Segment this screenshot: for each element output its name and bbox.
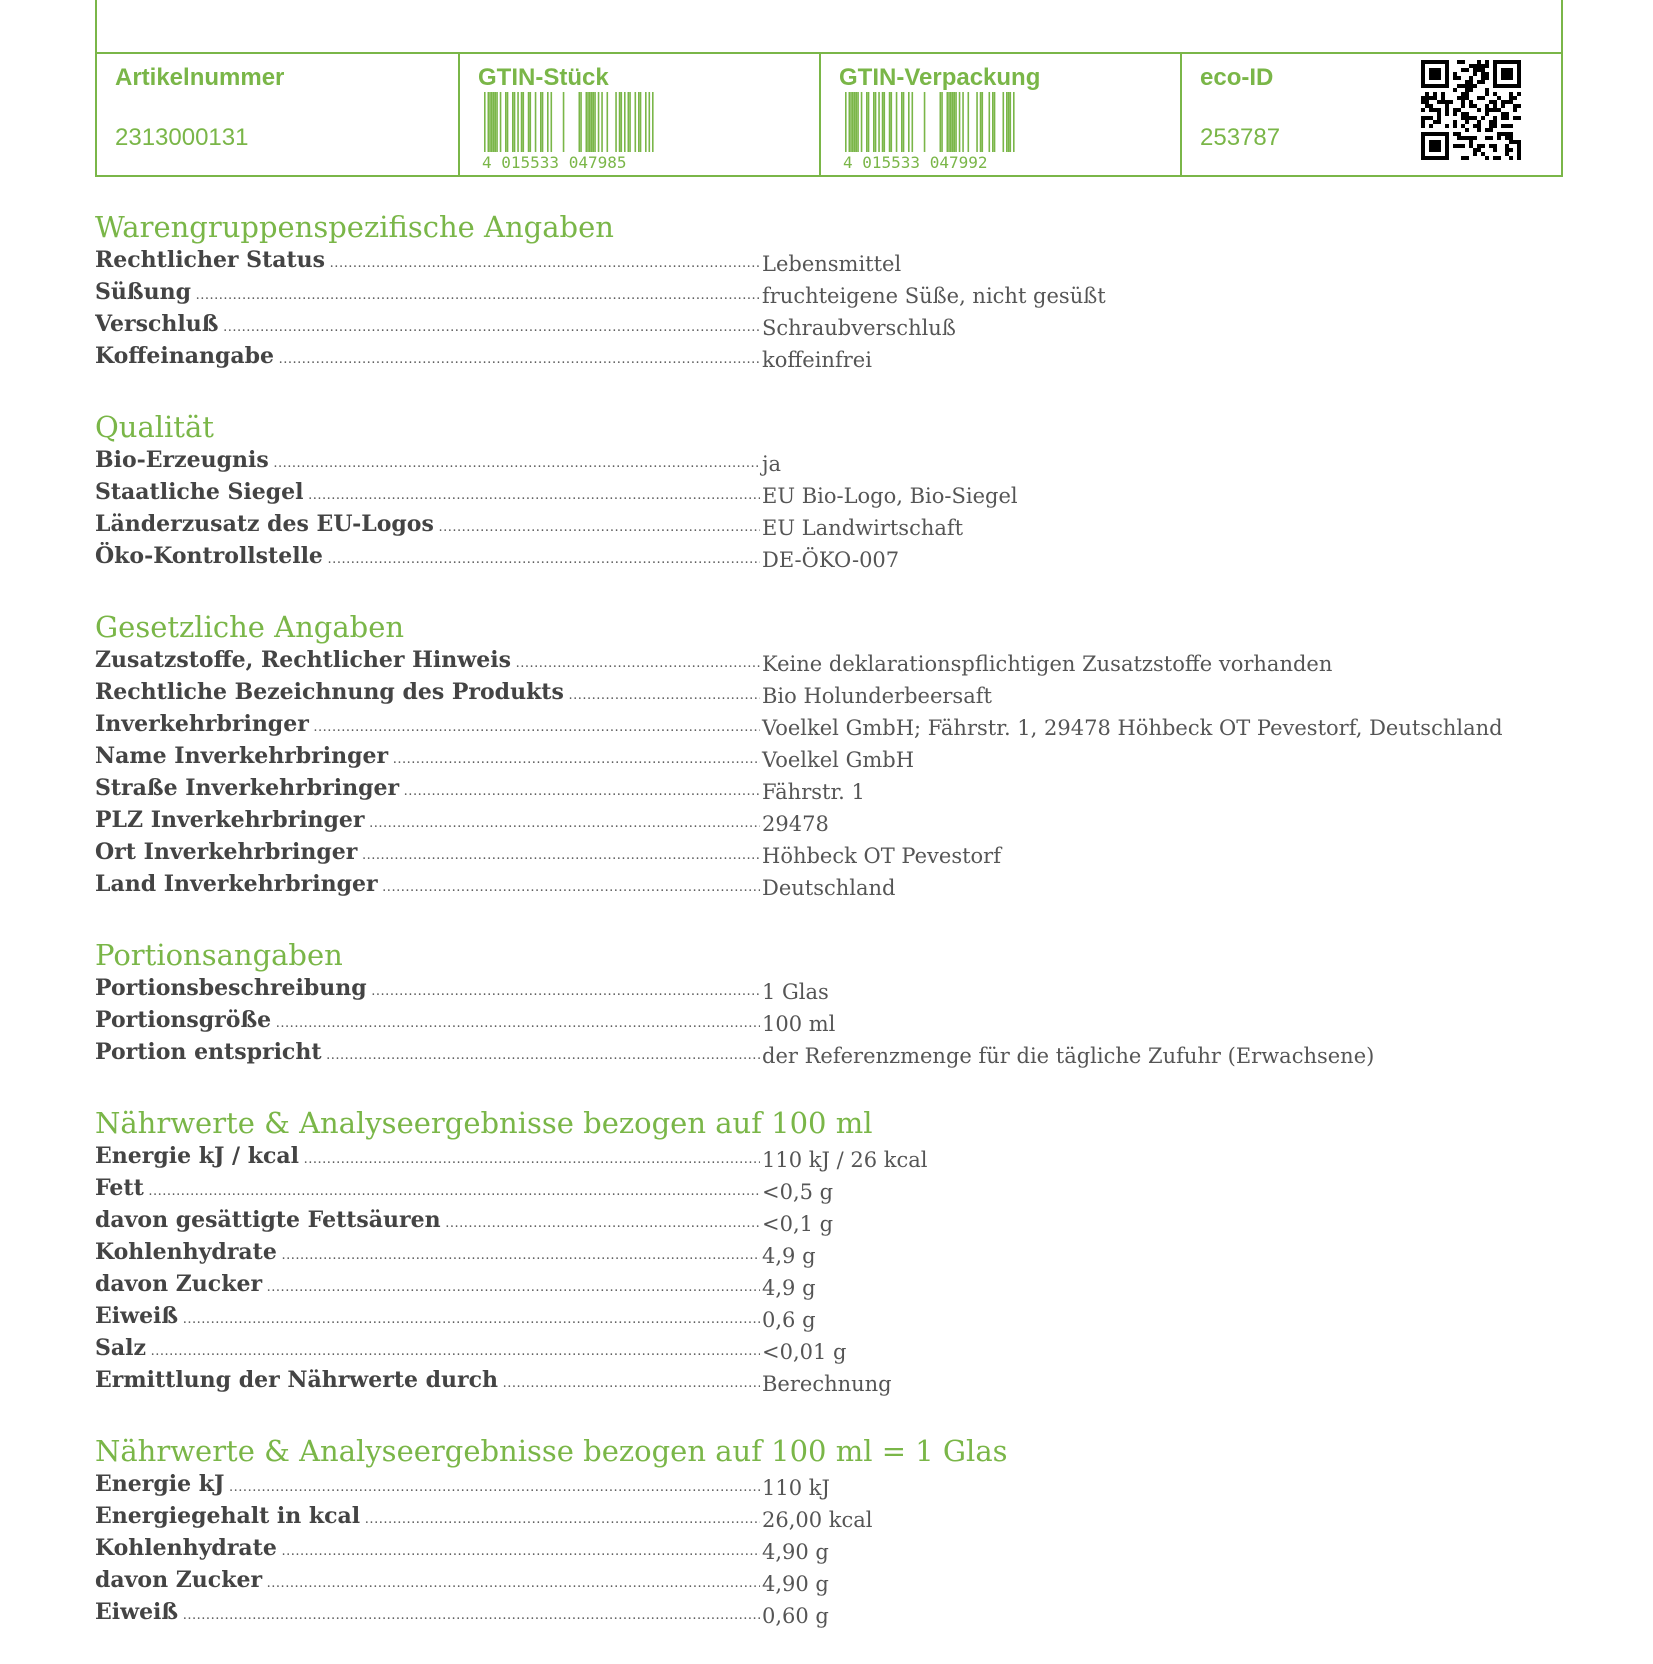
spec-label: Eiweiß ..... — [95, 1598, 760, 1626]
spec-value: DE-ÖKO-007 — [762, 548, 900, 572]
artikelnummer-label: Artikelnummer — [115, 64, 285, 91]
spec-value: Voelkel GmbH; Fährstr. 1, 29478 Höhbeck OT Pevestorf, Deutschland — [762, 716, 1503, 740]
spec-label: Kohlenhydrate ..... — [95, 1238, 760, 1266]
spec-label: Öko-Kontrollstelle ..... — [95, 542, 760, 570]
spec-row — [95, 806, 1565, 838]
spec-value: Keine deklarationspflichtigen Zusatzstoffe vorhanden — [762, 652, 1333, 676]
spec-row — [95, 646, 1565, 678]
spec-row — [95, 1038, 1565, 1070]
spec-value: <0,01 g — [762, 1340, 847, 1364]
spec-row — [95, 678, 1565, 710]
spec-value: 100 ml — [762, 1012, 836, 1036]
spec-value: Schraubverschluß — [762, 316, 956, 340]
spec-value: Voelkel GmbH — [762, 748, 915, 772]
spec-label: Portionsgröße ..... — [95, 1006, 760, 1034]
section — [95, 1432, 1565, 1630]
spec-value: 26,00 kcal — [762, 1508, 873, 1532]
spec-value: <0,1 g — [762, 1212, 834, 1236]
spec-row — [95, 1206, 1565, 1238]
artikelnummer-cell — [97, 54, 458, 175]
section — [95, 936, 1565, 1070]
spec-value: Höhbeck OT Pevestorf — [762, 844, 1001, 868]
spec-value: 4,90 g — [762, 1540, 829, 1564]
spec-label: Name Inverkehrbringer ..... — [95, 742, 760, 770]
spec-row — [95, 710, 1565, 742]
spec-label: Energiegehalt in kcal ..... — [95, 1502, 760, 1530]
spec-label: Kohlenhydrate ..... — [95, 1534, 760, 1562]
spec-row — [95, 1598, 1565, 1630]
spec-value: 110 kJ — [762, 1476, 830, 1500]
spec-label: Inverkehrbringer ..... — [95, 710, 760, 738]
spec-label: Rechtlicher Status ..... — [95, 246, 760, 274]
spec-label: Koffeinangabe ..... — [95, 342, 760, 370]
spec-value: der Referenzmenge für die tägliche Zufuhr (Erwachsene) — [762, 1044, 1375, 1068]
spec-label: Länderzusatz des EU-Logos ..... — [95, 510, 760, 538]
section-title: Nährwerte & Analyseergebnisse bezogen auf 100 ml = 1 Glas — [95, 1434, 1008, 1468]
spec-label: davon Zucker ..... — [95, 1566, 760, 1594]
section — [95, 608, 1565, 902]
spec-value: 4,90 g — [762, 1572, 829, 1596]
spec-label: Fett ..... — [95, 1174, 760, 1202]
spec-label: Verschluß ..... — [95, 310, 760, 338]
spec-row — [95, 1142, 1565, 1174]
spec-value: Bio Holunderbeersaft — [762, 684, 992, 708]
section-title: Qualität — [95, 410, 214, 444]
spec-row — [95, 1334, 1565, 1366]
spec-label: Energie kJ ..... — [95, 1470, 760, 1498]
spec-row — [95, 870, 1565, 902]
spec-value: 110 kJ / 26 kcal — [762, 1148, 928, 1172]
spec-row — [95, 1366, 1565, 1398]
spec-row — [95, 510, 1565, 542]
spec-label: Portionsbeschreibung ..... — [95, 974, 760, 1002]
gtin-stueck-cell — [458, 54, 819, 175]
section — [95, 408, 1565, 574]
product-identifiers-row — [97, 52, 1561, 175]
spec-label: Staatliche Siegel ..... — [95, 478, 760, 506]
spec-row — [95, 542, 1565, 574]
spec-row — [95, 974, 1565, 1006]
spec-label: Land Inverkehrbringer ..... — [95, 870, 760, 898]
spec-row — [95, 1566, 1565, 1598]
spec-value: 4,9 g — [762, 1276, 816, 1300]
section-title: Gesetzliche Angaben — [95, 610, 405, 644]
section — [95, 208, 1565, 374]
spec-row — [95, 1470, 1565, 1502]
spec-row — [95, 742, 1565, 774]
section-title: Nährwerte & Analyseergebnisse bezogen auf 100 ml — [95, 1106, 873, 1140]
section-title: Warengruppenspezifische Angaben — [95, 210, 614, 244]
spec-label: Ermittlung der Nährwerte durch ..... — [95, 1366, 760, 1394]
spec-row — [95, 838, 1565, 870]
spec-value: Berechnung — [762, 1372, 892, 1396]
qr-code-icon — [1421, 60, 1521, 160]
spec-value: ja — [762, 452, 782, 476]
product-header-box — [95, 0, 1563, 177]
spec-value: Fährstr. 1 — [762, 780, 865, 804]
spec-row — [95, 1270, 1565, 1302]
spec-row — [95, 310, 1565, 342]
spec-row — [95, 1174, 1565, 1206]
eco-id-label: eco-ID — [1200, 64, 1274, 91]
spec-label: Zusatzstoffe, Rechtlicher Hinweis ..... — [95, 646, 760, 674]
artikelnummer-value: 2313000131 — [115, 124, 249, 151]
gtin-stueck-barcode — [482, 92, 662, 170]
gtin-verpackung-barcode — [843, 92, 1023, 170]
gtin-verpackung-cell — [819, 54, 1180, 175]
spec-row — [95, 246, 1565, 278]
spec-label: PLZ Inverkehrbringer ..... — [95, 806, 760, 834]
spec-value: Lebensmittel — [762, 252, 902, 276]
spec-row — [95, 1302, 1565, 1334]
spec-value: fruchteigene Süße, nicht gesüßt — [762, 284, 1106, 308]
spec-label: Portion entspricht ..... — [95, 1038, 760, 1066]
spec-label: Süßung ..... — [95, 278, 760, 306]
spec-label: Bio-Erzeugnis ..... — [95, 446, 760, 474]
spec-value: <0,5 g — [762, 1180, 834, 1204]
spec-row — [95, 278, 1565, 310]
spec-value: Deutschland — [762, 876, 896, 900]
product-spec-sections — [95, 208, 1565, 1664]
spec-value: 0,60 g — [762, 1604, 829, 1628]
spec-value: 29478 — [762, 812, 829, 836]
eco-id-cell — [1180, 54, 1561, 175]
gtin-verpackung-digits: 4 015533 047992 — [843, 153, 988, 170]
spec-row — [95, 478, 1565, 510]
spec-label: Straße Inverkehrbringer ..... — [95, 774, 760, 802]
spec-row — [95, 342, 1565, 374]
spec-value: koffeinfrei — [762, 348, 872, 372]
spec-label: Energie kJ / kcal ..... — [95, 1142, 760, 1170]
spec-row — [95, 1502, 1565, 1534]
spec-label: Ort Inverkehrbringer ..... — [95, 838, 760, 866]
spec-value: 4,9 g — [762, 1244, 816, 1268]
spec-row — [95, 1238, 1565, 1270]
spec-label: Eiweiß ..... — [95, 1302, 760, 1330]
spec-row — [95, 774, 1565, 806]
eco-id-value: 253787 — [1200, 124, 1281, 151]
gtin-stueck-digits: 4 015533 047985 — [482, 153, 627, 170]
section-title: Portionsangaben — [95, 938, 343, 972]
spec-label: Rechtliche Bezeichnung des Produkts ..... — [95, 678, 760, 706]
spec-value: 1 Glas — [762, 980, 829, 1004]
spec-value: 0,6 g — [762, 1308, 816, 1332]
gtin-stueck-label: GTIN-Stück — [478, 64, 609, 91]
spec-label: Salz ..... — [95, 1334, 760, 1362]
spec-row — [95, 1534, 1565, 1566]
section — [95, 1104, 1565, 1398]
spec-row — [95, 446, 1565, 478]
gtin-verpackung-label: GTIN-Verpackung — [839, 64, 1041, 91]
spec-value: EU Bio-Logo, Bio-Siegel — [762, 484, 1018, 508]
spec-value: EU Landwirtschaft — [762, 516, 964, 540]
spec-label: davon gesättigte Fettsäuren ..... — [95, 1206, 760, 1234]
spec-row — [95, 1006, 1565, 1038]
spec-label: davon Zucker ..... — [95, 1270, 760, 1298]
